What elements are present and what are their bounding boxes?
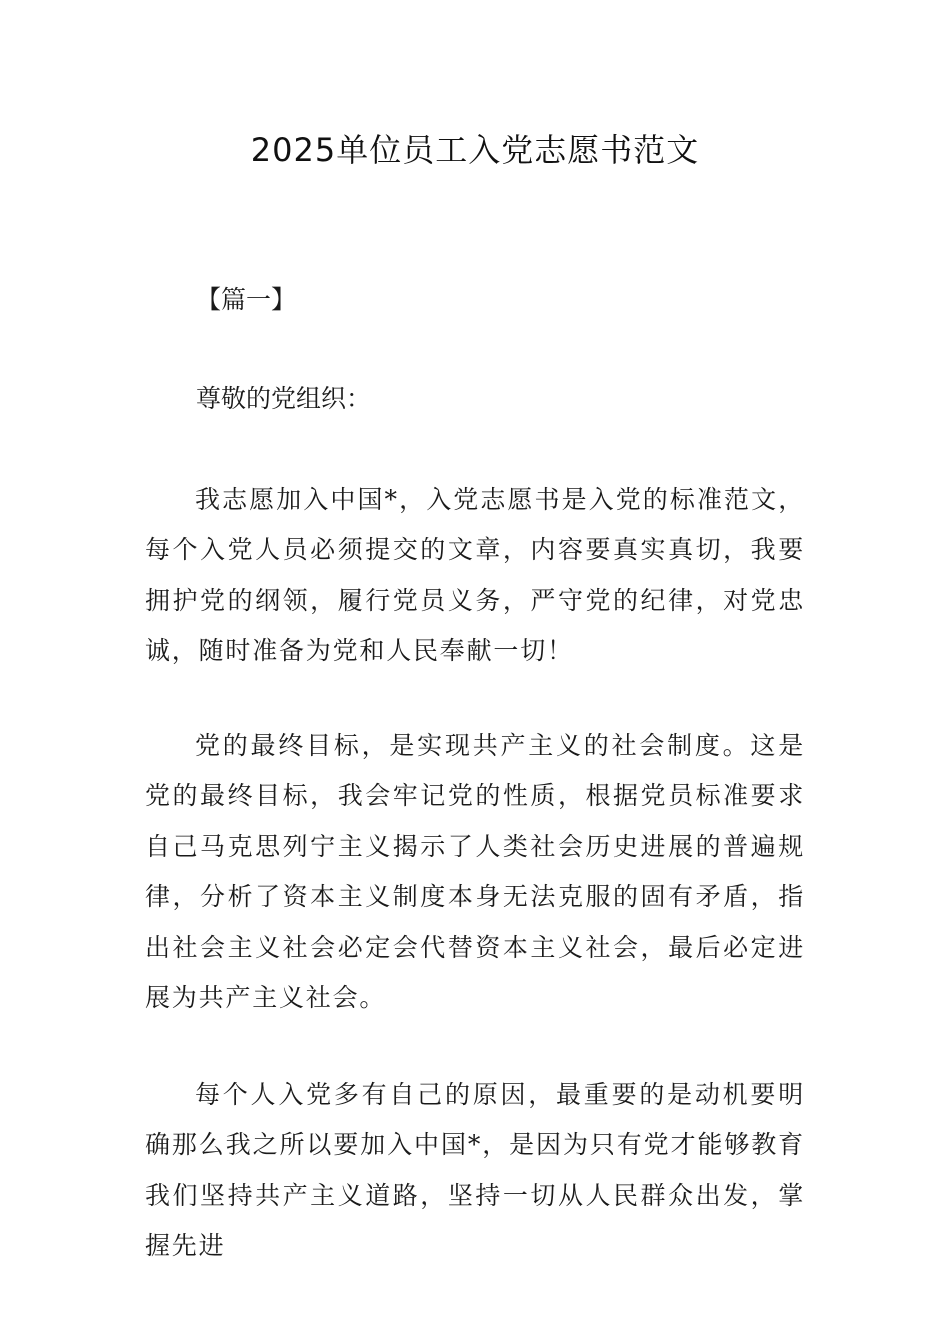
body-paragraph-2: 党的最终目标，是实现共产主义的社会制度。这是党的最终目标，我会牢记党的性质，根据党员标准要求自己马克思列宁主义揭示了人类社会历史进展的普遍规律，分析了资本主义制度本身无法克服的固有矛盾，指出社会主义社会必定会代替资本主义社会，最后必定进展为共产主义社会。 bbox=[145, 731, 805, 1013]
section-label: 【篇一】 bbox=[196, 285, 297, 314]
salutation: 尊敬的党组织： bbox=[196, 384, 372, 413]
document-title: 2025单位员工入党志愿书范文 bbox=[250, 131, 700, 169]
body-paragraph-3: 每个人入党多有自己的原因，最重要的是动机要明确那么我之所以要加入中国*，是因为只有党才能够教育我们坚持共产主义道路，坚持一切从人民群众出发，掌握先进 bbox=[145, 1080, 805, 1261]
body-paragraph-1: 我志愿加入中国*，入党志愿书是入党的标准范文，每个入党人员必须提交的文章，内容要真实真切，我要拥护党的纲领，履行党员义务，严守党的纪律，对党忠诚，随时准备为党和人民奉献一切！ bbox=[145, 485, 805, 666]
